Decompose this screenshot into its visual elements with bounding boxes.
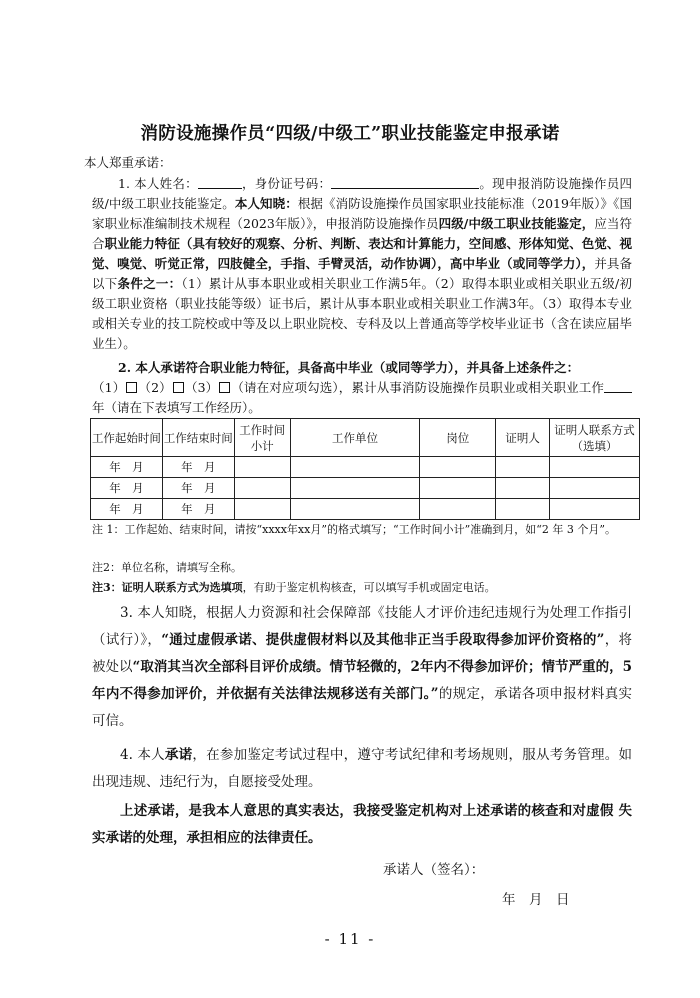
note-3: 注3：证明人联系方式为选填项，有助于鉴定机构核查，可以填写手机或固定电话。 — [92, 581, 496, 594]
page-title: 消防设施操作员“四级/中级工”职业技能鉴定申报承诺 — [140, 124, 560, 144]
table-cell[interactable] — [550, 499, 640, 520]
name-field[interactable] — [198, 175, 242, 189]
page-number: - 11 - — [324, 930, 376, 948]
item-2: 2. 本人承诺符合职业能力特征，具备高中毕业（或同等学力），并具备上述条件之： （1） （2） （3） （请在对应项勾选），累计从事消防设施操作员职业或相关职业工作年（请在下表填写工作经历）。 — [92, 358, 632, 418]
date-label: 年 月 日 — [502, 892, 570, 908]
table-cell[interactable] — [420, 457, 496, 478]
note-1: 注 1：工作起始、结束时间，请按“xxxx年xx月”的格式填写；“工作时间小计”准确到月，如“2 年 3 个月”。 — [92, 523, 616, 536]
table-cell[interactable] — [234, 499, 290, 520]
table-cell[interactable] — [290, 457, 420, 478]
table-cell[interactable]: 年 月 — [162, 478, 234, 499]
condition-2-checkbox[interactable] — [173, 382, 184, 393]
table-cell[interactable] — [496, 499, 550, 520]
work-experience-table — [90, 418, 640, 520]
table-cell[interactable] — [290, 499, 420, 520]
table-header-row — [91, 419, 640, 457]
table-cell[interactable]: 年 月 — [91, 499, 163, 520]
header-employer: 工作单位 — [290, 419, 420, 457]
table-cell[interactable] — [290, 478, 420, 499]
table-cell[interactable] — [496, 478, 550, 499]
item-4: 4. 本人承诺，在参加鉴定考试过程中，遵守考试纪律和考场规则，服从考务管理。如出现违规、违纪行为，自愿接受处理。 — [92, 747, 633, 790]
item-3: 3. 本人知晓，根据人力资源和社会保障部《技能人才评价违纪违规行为处理工作指引（试行）》，“通过虚假承诺、提供虚假材料以及其他非正当手段取得参加评价资格的”，将被处以“取消其当次全部科目评价成绩。情节轻微的，2年内不得参加评价；情节严重的，5年内不得参加评价，并依据有关法律法规移送有关部门。”的规定，承诺各项申报材料真实可信。 — [92, 605, 633, 729]
header-start-time: 工作起始时间 — [91, 419, 163, 457]
table-cell[interactable] — [234, 478, 290, 499]
table-cell[interactable] — [550, 478, 640, 499]
table-cell[interactable] — [496, 457, 550, 478]
table-row — [91, 499, 640, 520]
id-number-field[interactable] — [331, 175, 479, 189]
table-row — [91, 457, 640, 478]
header-duration: 工作时间小计 — [234, 419, 290, 457]
header-referee: 证明人 — [496, 419, 550, 457]
header-position: 岗位 — [420, 419, 496, 457]
table-row — [91, 478, 640, 499]
header-referee-contact: 证明人联系方式（选填） — [550, 419, 640, 457]
intro-text: 本人郑重承诺： — [84, 155, 172, 170]
years-field[interactable] — [604, 379, 632, 393]
item-1: 1. 本人姓名： ，身份证号码： 。现申报消防设施操作员四级/中级工职业技能鉴定。本人知晓：根据《消防设施操作员国家职业技能标准（2019年版）》《国家职业标准编制技术规程（2023年版）》，申报消防设施操作员四级/中级工职业技能鉴定，应当符合职业能力特征（具有较好的观察、分析、判断、表达和计算能力，空间感、形体知觉、色觉、视觉、嗅觉、听觉正常，四肢健全，手指、手臂灵活，动作协调），高中毕业（或同等学力），并具备以下条件之一：（1）累计从事本职业或相关职业工作满5年。（2）取得本职业或相关职业五级/初级工职业资格（职业技能等级）证书后，累计从事本职业或相关职业工作满3年。（3）取得本专业或相关专业的技工院校或中等及以上职业院校、专科及以上普通高等学校毕业证书（含在读应届毕业生）。 — [92, 176, 632, 351]
header-end-time: 工作结束时间 — [162, 419, 234, 457]
table-cell[interactable]: 年 月 — [91, 457, 163, 478]
condition-3-checkbox[interactable] — [219, 382, 230, 393]
table-cell[interactable] — [420, 478, 496, 499]
note-2: 注2：单位名称，请填写全称。 — [92, 561, 242, 574]
table-cell[interactable] — [550, 457, 640, 478]
table-cell[interactable]: 年 月 — [91, 478, 163, 499]
table-cell[interactable] — [234, 457, 290, 478]
table-cell[interactable]: 年 月 — [162, 457, 234, 478]
table-cell[interactable] — [420, 499, 496, 520]
table-cell[interactable]: 年 月 — [162, 499, 234, 520]
closing-statement: 上述承诺，是我本人意思的真实表达，我接受鉴定机构对上述承诺的核查和对虚假 失实承诺的处理，承担相应的法律责任。 — [92, 803, 632, 846]
signature-label: 承诺人（签名）： — [383, 862, 485, 878]
condition-1-checkbox[interactable] — [126, 382, 137, 393]
